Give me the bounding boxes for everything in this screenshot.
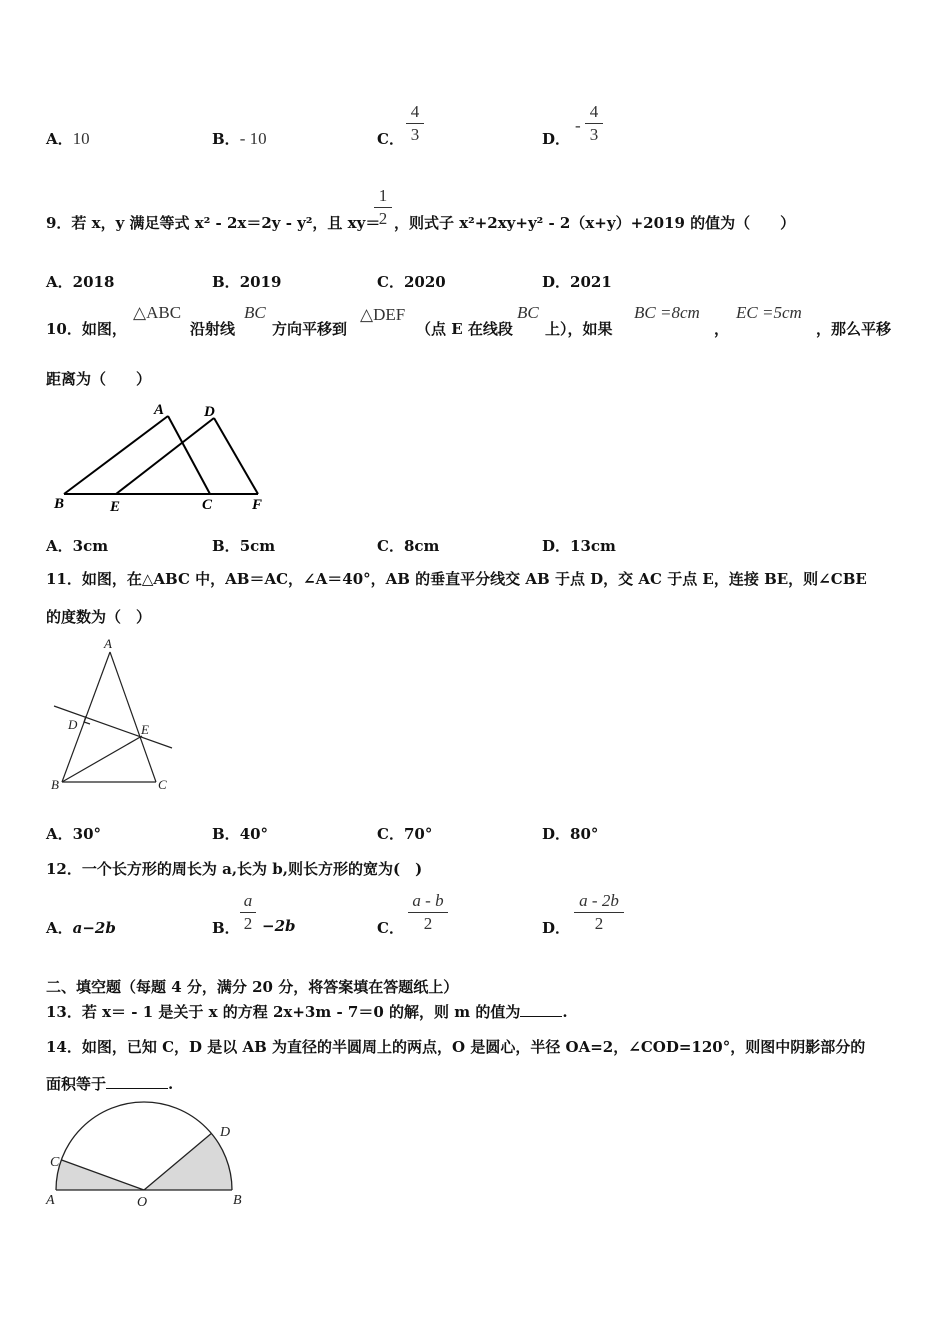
option-value: 2019: [239, 273, 282, 291]
fraction-bar: [585, 123, 603, 124]
q12-option-b-suffix: −2b: [262, 917, 296, 935]
label-c: C: [50, 1155, 60, 1170]
q12-option-c-fraction: [408, 891, 448, 934]
option-letter: D．: [542, 825, 571, 843]
option-letter: C．: [377, 537, 404, 555]
option-letter: C．: [377, 130, 404, 148]
q10-math-ec-5cm: EC =5cm: [736, 303, 802, 322]
option-letter: B．: [212, 537, 240, 555]
q14-text: 面积等于: [46, 1075, 107, 1093]
q12-option-a[interactable]: [46, 917, 116, 938]
fraction-numerator: a: [243, 891, 253, 910]
option-value: 5cm: [239, 537, 276, 555]
label-c: C: [202, 497, 213, 513]
q12-option-b[interactable]: [212, 917, 240, 938]
label-e: E: [110, 499, 121, 515]
fraction-bar: [574, 912, 624, 913]
segment-df: [214, 418, 258, 494]
q10-math-def: △DEF: [360, 305, 406, 324]
option-letter: A．: [46, 273, 73, 291]
q14-end: .: [168, 1075, 174, 1093]
fraction-numerator: a - b: [412, 891, 444, 910]
label-c: C: [158, 777, 167, 792]
q12-option-b-fraction: [240, 891, 256, 934]
fraction-bar: [408, 912, 448, 913]
option-value: 2021: [570, 273, 612, 291]
option-letter: A．: [46, 130, 73, 148]
label-f: F: [252, 497, 263, 513]
answer-blank[interactable]: [520, 1002, 562, 1017]
q11-stem-line1: 11．如图，在△ABC 中，AB＝AC，∠A＝40°，AB 的垂直平分线交 AB 于点 D，交 AC 于点 E，连接 BE，则∠CBE: [46, 570, 867, 588]
option-letter: D．: [542, 273, 571, 291]
q9-fraction: [374, 186, 392, 229]
q11-figure: [46, 636, 186, 796]
fraction-denominator: 2: [243, 914, 253, 933]
label-a: A: [154, 402, 165, 418]
q13-end: .: [562, 1003, 568, 1021]
q11-option-c[interactable]: [377, 823, 432, 844]
fraction-denominator: 2: [594, 914, 604, 933]
q10-math-bc-8cm: BC =8cm: [634, 303, 700, 322]
option-letter: B．: [212, 919, 240, 937]
q10-stem-line2: 距离为（ ）: [46, 370, 152, 388]
q8-option-c[interactable]: [377, 128, 404, 149]
q12-option-c[interactable]: [377, 917, 404, 938]
label-a: A: [104, 636, 112, 651]
option-value: 80°: [570, 825, 599, 843]
option-letter: B．: [212, 825, 240, 843]
q10-math-abc: △ABC: [133, 303, 182, 322]
q10-stem-t2: 沿射线: [190, 320, 236, 338]
option-letter: D．: [542, 537, 571, 555]
q8-option-b[interactable]: [212, 128, 267, 149]
segment-ab: [64, 416, 168, 494]
label-e: E: [141, 722, 149, 737]
option-letter: D．: [542, 130, 571, 148]
minus-sign: -: [575, 116, 581, 135]
label-d: D: [220, 1125, 231, 1140]
segment-ac: [110, 652, 156, 782]
q11-option-d[interactable]: [542, 823, 598, 844]
q10-stem-t4: （点 E 在线段: [416, 320, 513, 338]
segment-ac: [168, 416, 210, 494]
q9-stem-part2: ，则式子 x²+2xy+y² - 2（x+y）+2019 的值为（ ）: [394, 214, 796, 232]
fraction-numerator: 4: [589, 102, 599, 121]
option-letter: B．: [212, 130, 240, 148]
q10-math-bc-2: BC: [517, 303, 539, 322]
option-letter: B．: [212, 273, 240, 291]
q11-option-b[interactable]: [212, 823, 268, 844]
q12-stem: 12．一个长方形的周长为 a,长为 b,则长方形的宽为( ): [46, 860, 423, 878]
q10-stem-t5: 上），如果: [545, 320, 613, 338]
fraction-bar: [406, 123, 424, 124]
segment-de: [116, 418, 214, 494]
fraction-denominator: 3: [589, 125, 599, 144]
option-value: 30°: [72, 825, 102, 843]
q8-option-a[interactable]: [46, 128, 90, 149]
q14-stem-line2: [46, 1073, 173, 1094]
option-letter: A．: [46, 537, 73, 555]
label-a: A: [46, 1193, 55, 1208]
q9-stem-part1: 9．若 x，y 满足等式 x² - 2x＝2y - y²，且 xy＝: [46, 214, 381, 232]
q10-stem-t3: 方向平移到: [272, 320, 348, 338]
q8-option-c-fraction: [406, 102, 424, 145]
option-value: 13cm: [570, 537, 616, 555]
option-value: - 10: [239, 129, 267, 148]
q10-option-d[interactable]: [542, 535, 616, 556]
q12-option-d-fraction: [574, 891, 624, 934]
q10-stem-t7: ，那么平移: [816, 320, 892, 338]
segment-be: [62, 736, 142, 782]
q10-math-bc-1: BC: [244, 303, 266, 322]
fraction-denominator: 2: [378, 209, 388, 228]
q10-option-c[interactable]: [377, 535, 439, 556]
option-value: 70°: [403, 825, 433, 843]
option-value: 8cm: [403, 537, 440, 555]
q13-text: 13．若 x＝ - 1 是关于 x 的方程 2x+3m - 7＝0 的解，则 m 的值为: [46, 1003, 521, 1021]
fraction-denominator: 2: [423, 914, 433, 933]
q12-option-d[interactable]: [542, 917, 570, 938]
q10-option-b[interactable]: [212, 535, 275, 556]
q10-stem-t1: 10．如图，: [46, 320, 127, 338]
option-letter: D．: [542, 919, 571, 937]
q13-stem: [46, 1001, 568, 1022]
q10-figure: [46, 398, 286, 518]
option-value: 2018: [72, 273, 115, 291]
option-value: a−2b: [72, 919, 116, 937]
option-letter: C．: [377, 825, 404, 843]
q10-stem-t6: ，: [714, 320, 730, 338]
q9-option-a[interactable]: [46, 271, 114, 292]
q8-option-d-fraction: [585, 102, 603, 145]
fraction-numerator: 1: [378, 186, 388, 205]
section-2-title: 二、填空题（每题 4 分，满分 20 分，将答案填在答题纸上）: [46, 978, 459, 996]
shaded-region-right: [144, 1133, 232, 1190]
label-o: O: [137, 1195, 148, 1210]
option-letter: A．: [46, 919, 73, 937]
option-letter: C．: [377, 273, 404, 291]
answer-blank[interactable]: [106, 1074, 168, 1089]
option-letter: A．: [46, 825, 73, 843]
q8-option-d[interactable]: [542, 128, 570, 149]
label-b: B: [54, 496, 65, 512]
option-value: 3cm: [72, 537, 109, 555]
option-value: 2020: [403, 273, 446, 291]
label-b: B: [51, 777, 59, 792]
q9-option-d[interactable]: [542, 271, 612, 292]
fraction-numerator: 4: [410, 102, 420, 121]
fraction-bar: [240, 912, 256, 913]
label-d: D: [68, 717, 78, 732]
fraction-denominator: 3: [410, 125, 420, 144]
option-letter: C．: [377, 919, 404, 937]
label-b: B: [233, 1193, 242, 1208]
option-value: 40°: [239, 825, 269, 843]
q11-option-a[interactable]: [46, 823, 101, 844]
option-value: 10: [72, 129, 90, 148]
q14-stem-line1: 14．如图，已知 C，D 是以 AB 为直径的半圆周上的两点，O 是圆心，半径 OA=2，∠COD=120°，则图中阴影部分的: [46, 1038, 866, 1056]
q10-option-a[interactable]: [46, 535, 108, 556]
q9-option-c[interactable]: [377, 271, 446, 292]
q14-figure: [44, 1098, 254, 1214]
label-d: D: [204, 404, 215, 420]
q11-stem-line2: 的度数为（ ）: [46, 608, 152, 626]
q9-option-b[interactable]: [212, 271, 281, 292]
fraction-numerator: a - 2b: [579, 891, 619, 910]
fraction-bar: [374, 207, 392, 208]
